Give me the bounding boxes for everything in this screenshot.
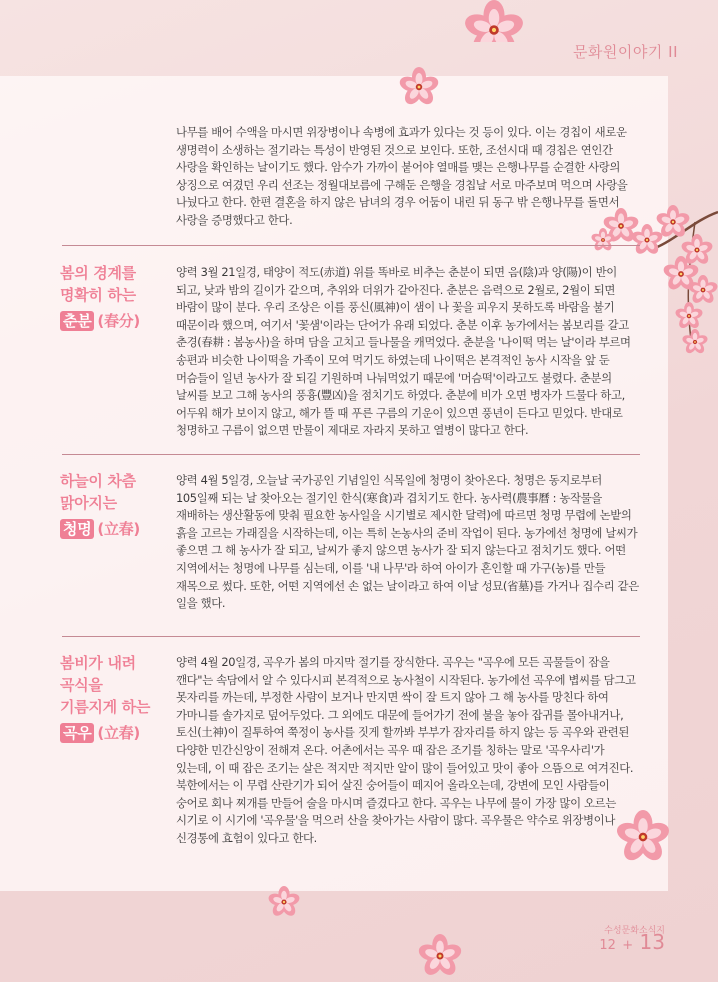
label-line: 봄비가 내려: [60, 654, 136, 672]
page-separator: +: [622, 938, 634, 953]
cherry-blossom-icon: [264, 882, 304, 922]
label-line: 기름지게 하는: [60, 698, 151, 716]
term-name: 춘분: [60, 311, 94, 331]
term-heading: [60, 518, 172, 540]
term-name: 청명: [60, 519, 94, 539]
section-divider: [62, 245, 640, 246]
label-line: 맑아지는: [60, 494, 117, 512]
section-label-gogu: [60, 652, 172, 744]
term-hanja: (立春): [97, 520, 140, 538]
term-name: 곡우: [60, 723, 94, 743]
cherry-blossom-icon: [394, 62, 444, 112]
page-numbers: [599, 930, 665, 954]
label-line: 명확히 하는: [60, 286, 136, 304]
label-line: 곡식을: [60, 676, 103, 694]
cherry-blossom-icon: [458, 0, 530, 42]
section-body-gogu: 양력 4월 20일경, 곡우가 봄의 마지막 절기를 장식한다. 곡우는 "곡우에 모든 곡물들이 잠을 깬다"는 속담에서 알 수 있다시피 본격적으로 농사철이 시작된다. 농가에선 곡우에 볍씨를 담그고 못자리를 까는데, 부정한 사람이 보거나 만지면 싹이 잘 트지 않아 그 해 농사를 망친다 하여 가마니를 솔가지로 덮어두었다. 그 외에도 대문에 들어가기 전에 불을 놓아 잡귀를 몰아내거나, 토신(土神)이 질투하여 쭉정이 농사를 짓게 할까봐 부부가 잠자리를 하지 않는 등 곡우와 관련된 다양한 민간신앙이 전해져 온다. 어촌에서는 곡우 때 잡은 조기를 칭하는 말로 '곡우사리'가 있는데, 이 때 잡은 조기는 살은 적지만 적지만 알이 많이 들어있고 맛이 좋아 으뜸으로 여겨진다. 북한에서는 이 무렵 산란기가 되어 살진 숭어들이 떼지어 올라오는데, 강변에 모인 사람들이 숭어로 회나 찌개를 만들어 술을 마시며 즐겼다고 한다. 곡우는 나무에 물이 가장 많이 오르는 시기로 이 시기에 '곡우물'을 먹으러 산을 찾아가는 사람이 많다. 곡우물은 약수로 위장병이나 신경통에 효험이 있다고 한다.: [176, 655, 636, 845]
section-label-chunbun: [60, 262, 172, 332]
page-number-right: 13: [639, 930, 665, 954]
page-number-left: 12: [599, 938, 616, 953]
cherry-blossom-icon: [412, 930, 468, 982]
section-body-cheongmyeong: 양력 4월 5일경, 오늘날 국가공인 기념일인 식목일에 청명이 찾아온다. 청명은 동지로부터 105일째 되는 날 찾아오는 절기인 한식(寒食)과 겹치기도 한다. 농사력(農事曆 : 농작물을 재배하는 생산활동에 맞춰 필요한 농사일을 시기별로 제시한 달력)에 따르면 청명 무렵에 논밭의 흙을 고르는 가래질을 시작하는데, 이는 특히 논농사의 준비 작업이 된다. 농가에선 청명에 날씨가 좋으면 그 해 농사가 잘 되고, 날씨가 좋지 않으면 농사가 잘 되지 않는다고 점치기도 했다. 어떤 지역에서는 청명에 나무를 심는데, 이를 '내 나무'라 하여 아이가 혼인할 때 가구(농)를 만들 재목으로 썼다. 또한, 어떤 지역에선 손 없는 날이라고 하여 이날 성묘(省墓)를 가거나 집수리 같은 일을 했다.: [176, 473, 639, 611]
intro-paragraph: 나무를 배어 수액을 마시면 위장병이나 속병에 효과가 있다는 것 등이 있다. 이는 경칩이 새로운 생명력이 소생하는 절기라는 특성이 반영된 것으로 보인다. 또한, 조선시대 때 경칩은 연인간 사랑을 확인하는 날이기도 했다. 암수가 가까이 붙어야 열매를 맺는 은행나무를 순결한 사랑의 상징으로 여겼던 우리 선조는 정월대보름에 구해둔 은행을 경칩날 서로 마주보며 먹으며 사랑을 나눴다고 한다. 한편 결혼을 하지 않은 남녀의 경우 어둠이 내린 뒤 동구 밖 은행나무를 돌면서 사랑을 증명했다고 한다.: [176, 125, 628, 227]
section-divider: [62, 636, 640, 637]
section-label-cheongmyeong: [60, 470, 172, 540]
term-hanja: (立春): [97, 724, 140, 742]
label-line: 하늘이 차츰: [60, 472, 136, 490]
label-line: 봄의 경계를: [60, 264, 136, 282]
term-heading: [60, 722, 172, 744]
section-body-chunbun: 양력 3월 21일경, 태양이 적도(赤道) 위를 똑바로 비추는 춘분이 되면 음(陰)과 양(陽)이 반이 되고, 낮과 밤의 길이가 같으며, 추위와 더위가 같아진다. 춘분은 음력으로 2월로, 2월이 되면 바람이 많이 분다. 우리 조상은 이를 풍신(風神)이 샘이 나 꽃을 피우지 못하도록 바람을 불기 때문이라 했으며, 여기서 '꽃샘'이라는 단어가 유래 되었다. 춘분 이후 농가에서는 봄보리를 갈고 춘경(春耕 : 봄농사)을 하며 담을 고치고 들나물을 캐먹었다. 춘분을 '나이떡 먹는 날'이라 부르며 송편과 비슷한 나이떡을 가족이 모여 먹기도 하였는데 나이떡은 본격적인 농사 시작을 앞 둔 머슴들이 일년 농사가 잘 되길 기원하며 나눠먹었기 때문에 '머슴떡'이라고도 불렸다. 춘분의 날씨를 보고 그해 농사의 풍흉(豐凶)을 점치기도 하였다. 춘분에 비가 오면 병자가 드물다 하고, 어두워 해가 보이지 않고, 해가 뜰 때 푸른 구름의 기운이 있으면 풍년이 든다고 믿었다. 반대로 청명하고 구름이 없으면 만물이 제대로 자라지 못하고 열병이 많다고 한다.: [176, 265, 631, 438]
section-divider: [62, 454, 640, 455]
section-header-title: 문화원이야기 II: [572, 43, 678, 61]
term-hanja: (春分): [97, 312, 140, 330]
publication-name: 수성문화소식지: [604, 926, 665, 936]
term-heading: [60, 310, 172, 332]
